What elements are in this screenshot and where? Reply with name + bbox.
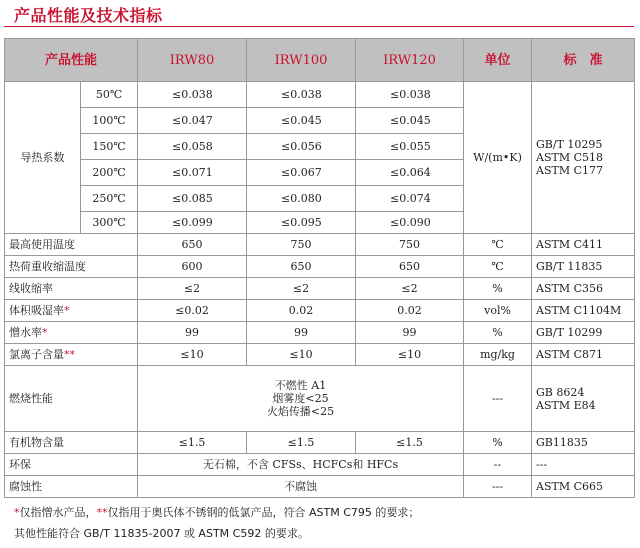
value-cell: ≤0.071 bbox=[138, 160, 247, 186]
value-cell: 650 bbox=[138, 234, 247, 256]
standard-cell: ASTM C871 bbox=[532, 344, 635, 366]
standard-line: ASTM C518 bbox=[536, 151, 604, 164]
conductivity-label: 导热系数 bbox=[5, 82, 81, 234]
value-cell: 750 bbox=[356, 234, 464, 256]
title-divider bbox=[4, 26, 634, 27]
header-unit: 单位 bbox=[464, 39, 532, 82]
header-standard: 标 准 bbox=[532, 39, 635, 82]
value-cell: 0.02 bbox=[247, 300, 356, 322]
footnote-marker: * bbox=[14, 506, 20, 519]
footnote-text: 仅指用于奥氏体不锈钢的低氯产品，符合 ASTM C795 的要求； bbox=[107, 506, 420, 519]
temp-cell: 250℃ bbox=[81, 186, 138, 212]
value-cell: 600 bbox=[138, 256, 247, 278]
value-cell: ≤0.038 bbox=[247, 82, 356, 108]
standard-cell: GB/T 10299 bbox=[532, 322, 635, 344]
temp-cell: 50℃ bbox=[81, 82, 138, 108]
header-irw80: IRW80 bbox=[138, 39, 247, 82]
value-cell: 99 bbox=[356, 322, 464, 344]
header-property: 产品性能 bbox=[5, 39, 138, 82]
standard-cell: ASTM C356 bbox=[532, 278, 635, 300]
property-label: 热荷重收缩温度 bbox=[5, 256, 138, 278]
value-cell: ≤0.067 bbox=[247, 160, 356, 186]
value-cell: 99 bbox=[247, 322, 356, 344]
value-cell: ≤10 bbox=[138, 344, 247, 366]
property-label-text: 憎水率 bbox=[9, 326, 42, 339]
value-cell: ≤0.099 bbox=[138, 212, 247, 234]
unit-cell: % bbox=[464, 322, 532, 344]
property-label bbox=[5, 300, 138, 322]
footnote-marker: ** bbox=[64, 348, 75, 361]
table-row bbox=[5, 344, 635, 366]
table-row bbox=[5, 432, 635, 454]
standard-cell: GB/T 11835 bbox=[532, 256, 635, 278]
combustion-values bbox=[138, 366, 464, 432]
value-cell: ≤10 bbox=[356, 344, 464, 366]
value-cell: ≤1.5 bbox=[356, 432, 464, 454]
footnote-text: 仅指憎水产品， bbox=[19, 506, 97, 519]
standard-cell: ASTM C1104M bbox=[532, 300, 635, 322]
property-label: 有机物含量 bbox=[5, 432, 138, 454]
temp-cell: 200℃ bbox=[81, 160, 138, 186]
value-cell: ≤0.047 bbox=[138, 108, 247, 134]
value-cell: ≤2 bbox=[138, 278, 247, 300]
value-cell: ≤0.064 bbox=[356, 160, 464, 186]
combustion-line: 火焰传播<25 bbox=[266, 405, 335, 418]
table-row bbox=[5, 234, 635, 256]
value-cell: ≤1.5 bbox=[247, 432, 356, 454]
combustion-line: 不燃性 A1 bbox=[274, 379, 327, 392]
unit-cell: --- bbox=[464, 366, 532, 432]
value-cell: 不腐蚀 bbox=[138, 476, 464, 498]
standard-cell: GB11835 bbox=[532, 432, 635, 454]
standard-cell: ASTM C411 bbox=[532, 234, 635, 256]
unit-cell: ℃ bbox=[464, 256, 532, 278]
value-cell: ≤0.02 bbox=[138, 300, 247, 322]
value-cell: ≤2 bbox=[247, 278, 356, 300]
footnote-line-2: 其他性能符合 GB/T 11835-2007 或 ASTM C592 的要求。 bbox=[14, 527, 309, 540]
unit-cell: % bbox=[464, 432, 532, 454]
table-row bbox=[5, 82, 635, 108]
header-irw100: IRW100 bbox=[247, 39, 356, 82]
table-row bbox=[5, 454, 635, 476]
value-cell: ≤0.080 bbox=[247, 186, 356, 212]
property-label: 线收缩率 bbox=[5, 278, 138, 300]
value-cell: 750 bbox=[247, 234, 356, 256]
unit-cell: % bbox=[464, 278, 532, 300]
property-label: 最高使用温度 bbox=[5, 234, 138, 256]
value-cell: ≤0.038 bbox=[138, 82, 247, 108]
conductivity-standards bbox=[532, 82, 635, 234]
property-label: 燃烧性能 bbox=[5, 366, 138, 432]
spec-table bbox=[4, 38, 635, 498]
standard-line: GB/T 10295 bbox=[536, 138, 603, 151]
value-cell: ≤0.055 bbox=[356, 134, 464, 160]
standard-line: GB 8624 bbox=[536, 385, 585, 399]
page-title: 产品性能及技术指标 bbox=[14, 6, 163, 25]
property-label bbox=[5, 322, 138, 344]
unit-cell: -- bbox=[464, 454, 532, 476]
combustion-standards bbox=[532, 366, 635, 432]
temp-cell: 150℃ bbox=[81, 134, 138, 160]
standard-line: ASTM C177 bbox=[536, 164, 604, 177]
footnote-line-1 bbox=[14, 504, 419, 520]
unit-cell: vol% bbox=[464, 300, 532, 322]
standard-cell: --- bbox=[532, 454, 635, 476]
value-cell: ≤0.095 bbox=[247, 212, 356, 234]
standard-cell: ASTM C665 bbox=[532, 476, 635, 498]
table-row bbox=[5, 366, 635, 432]
value-cell: ≤0.056 bbox=[247, 134, 356, 160]
temp-cell: 300℃ bbox=[81, 212, 138, 234]
temp-cell: 100℃ bbox=[81, 108, 138, 134]
unit-cell: ℃ bbox=[464, 234, 532, 256]
footnote-marker: ** bbox=[96, 506, 108, 519]
property-label-text: 氯离子含量 bbox=[9, 348, 64, 361]
unit-cell: mg/kg bbox=[464, 344, 532, 366]
property-label bbox=[5, 344, 138, 366]
value-cell: 99 bbox=[138, 322, 247, 344]
value-cell: ≤0.085 bbox=[138, 186, 247, 212]
table-row bbox=[5, 322, 635, 344]
conductivity-unit: W/(m•K) bbox=[464, 82, 532, 234]
value-cell: 650 bbox=[356, 256, 464, 278]
value-cell: ≤1.5 bbox=[138, 432, 247, 454]
value-cell: 650 bbox=[247, 256, 356, 278]
value-cell: ≤0.038 bbox=[356, 82, 464, 108]
table-row bbox=[5, 278, 635, 300]
combustion-line: 烟雾度<25 bbox=[272, 392, 329, 405]
table-row bbox=[5, 476, 635, 498]
property-label: 环保 bbox=[5, 454, 138, 476]
value-cell: 无石棉，不含 CFSs、HCFCs和 HFCs bbox=[138, 454, 464, 476]
value-cell: ≤2 bbox=[356, 278, 464, 300]
property-label: 腐蚀性 bbox=[5, 476, 138, 498]
table-row bbox=[5, 300, 635, 322]
standard-line: ASTM E84 bbox=[536, 398, 596, 412]
unit-cell: --- bbox=[464, 476, 532, 498]
table-header-row bbox=[5, 39, 635, 82]
header-irw120: IRW120 bbox=[356, 39, 464, 82]
value-cell: ≤10 bbox=[247, 344, 356, 366]
value-cell: 0.02 bbox=[356, 300, 464, 322]
value-cell: ≤0.045 bbox=[247, 108, 356, 134]
table-row bbox=[5, 256, 635, 278]
value-cell: ≤0.074 bbox=[356, 186, 464, 212]
value-cell: ≤0.045 bbox=[356, 108, 464, 134]
footnote-marker: * bbox=[42, 326, 48, 339]
footnote-marker: * bbox=[64, 304, 70, 317]
property-label-text: 体积吸湿率 bbox=[9, 304, 64, 317]
value-cell: ≤0.058 bbox=[138, 134, 247, 160]
value-cell: ≤0.090 bbox=[356, 212, 464, 234]
